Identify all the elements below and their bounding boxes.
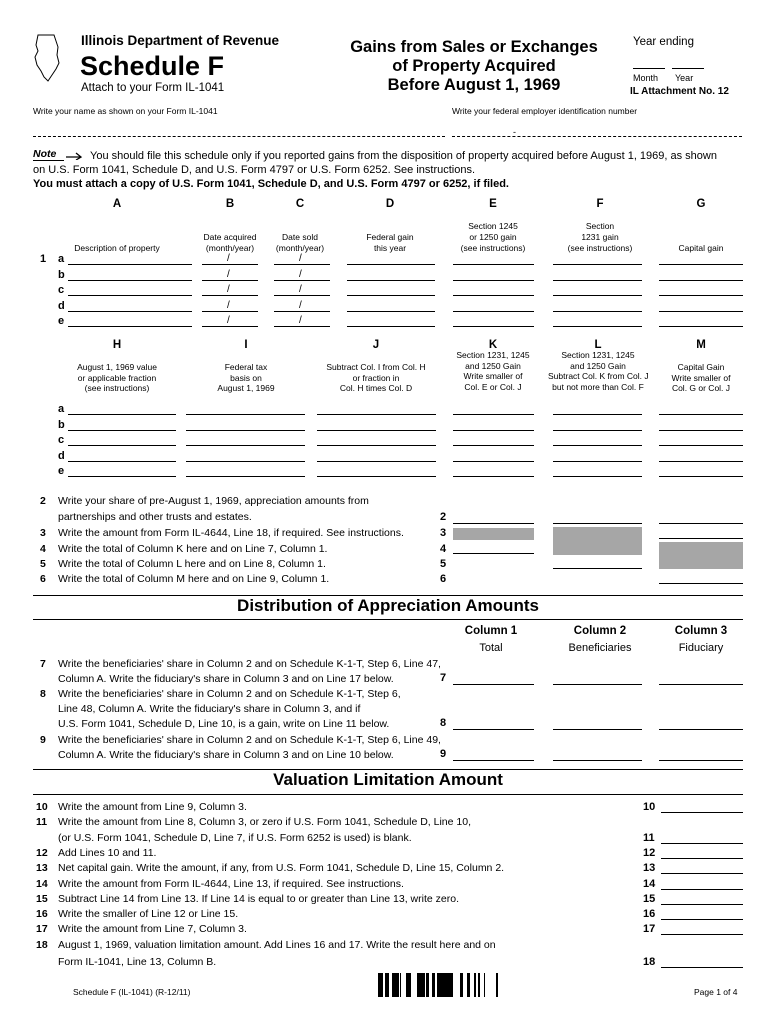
line-18-text-2: Form IL-1041, Line 13, Column B. <box>58 956 217 968</box>
attachment-number: IL Attachment No. 12 <box>630 86 729 97</box>
barcode-bar <box>460 973 463 997</box>
column-2-header: Column 2 <box>573 625 627 637</box>
col-desc-j: Subtract Col. I from Col. H or fraction in Col. H times Col. D <box>326 362 426 393</box>
row-e-col-h-field[interactable] <box>68 476 176 477</box>
valuation-rule-bottom <box>33 794 743 795</box>
row-b-col-j-field[interactable] <box>317 430 436 431</box>
row-label-c: c <box>58 284 65 296</box>
line-14-text: Write the amount from Form IL-4644, Line 13, if required. See instructions. <box>58 878 404 890</box>
line-4-5-col-m-shaded <box>659 542 743 569</box>
line-10-amount-field[interactable] <box>661 812 743 813</box>
col-desc-g: Capital gain <box>678 243 724 253</box>
row-b-col-h-field[interactable] <box>68 430 176 431</box>
barcode-bar <box>442 973 445 997</box>
col-letter-i: I <box>244 339 248 351</box>
row-label-d: d <box>58 299 65 312</box>
name-field[interactable] <box>33 136 445 137</box>
line-4-number: 4 <box>40 543 46 555</box>
line-9-col-1-field[interactable] <box>453 760 534 761</box>
barcode-bar <box>400 973 401 997</box>
line-3-text: Write the amount from Form IL-4644, Line 18, if required. See instructions. <box>58 527 404 539</box>
line-9-number: 9 <box>40 734 46 746</box>
row-d-col-k-field[interactable] <box>453 461 534 462</box>
line-2-ref: 2 <box>440 511 447 523</box>
row-e-col-f-field[interactable] <box>553 326 642 327</box>
date-slash: / <box>299 284 302 295</box>
line-6-number: 6 <box>40 573 46 585</box>
col-letter-m: M <box>696 339 706 351</box>
row-c-col-l-field[interactable] <box>553 445 642 446</box>
line-8-text-1: Write the beneficiaries' share in Column 2 and on Schedule K-1-T, Step 6, <box>58 688 401 700</box>
note-line-2: on U.S. Form 1041, Schedule D, and U.S. Form 4797 or U.S. Form 6252. See instructions. <box>33 164 476 176</box>
row-d-col-m-field[interactable] <box>659 461 743 462</box>
distribution-title: Distribution of Appreciation Amounts <box>237 596 539 615</box>
line-8-col-3-field[interactable] <box>659 729 743 730</box>
col-desc-f: Section 1231 gain (see instructions) <box>567 221 633 253</box>
col-desc-e: Section 1245 or 1250 gain (see instructions) <box>460 221 526 253</box>
row-d-col-e-field[interactable] <box>453 311 534 312</box>
line-9-text-1: Write the beneficiaries' share in Column 2 and on Schedule K-1-T, Step 6, Line 49, <box>58 734 441 746</box>
note-arrow-icon <box>66 146 86 160</box>
line-3-field-1[interactable] <box>659 538 743 539</box>
valuation-title: Valuation Limitation Amount <box>273 770 503 789</box>
row-a-col-e-field[interactable] <box>453 264 534 265</box>
line-8-text-2: Line 48, Column A. Write the fiduciary's share in Column 3, and if <box>58 703 361 715</box>
line-7-col-2-field[interactable] <box>553 684 642 685</box>
row-label-b: b <box>58 418 65 431</box>
line-9-text-2: Column A. Write the fiduciary's share in Column 3 and on Line 10 below. <box>58 749 394 761</box>
row-label-e: e <box>58 315 65 327</box>
row-e-col-m-field[interactable] <box>659 476 743 477</box>
fein-dash: - <box>513 127 516 137</box>
line-7-col-3-field[interactable] <box>659 684 743 685</box>
barcode-bar <box>449 973 451 997</box>
note-line-3: You must attach a copy of U.S. Form 1041, Schedule D, and U.S. Form 4797 or 6252, if filed. <box>33 178 509 190</box>
date-slash: / <box>299 253 302 264</box>
row-c-col-m-field[interactable] <box>659 445 743 446</box>
date-slash: / <box>227 315 230 326</box>
column-3-header: Column 3 <box>674 625 728 637</box>
row-b-col-e-field[interactable] <box>453 280 534 281</box>
month-field[interactable] <box>633 68 665 69</box>
line-6-ref: 6 <box>440 573 447 585</box>
row-a-col-k-field[interactable] <box>453 414 534 415</box>
line-18-amount-field[interactable] <box>661 967 743 968</box>
note-tag: Note <box>33 148 64 161</box>
row-d-col-d-field[interactable] <box>347 311 435 312</box>
line-12-text: Add Lines 10 and 11. <box>58 847 157 859</box>
year-label: Year <box>675 73 694 83</box>
line-8-ref: 8 <box>440 717 447 729</box>
barcode-bar <box>378 973 380 997</box>
barcode-bar <box>474 973 476 997</box>
row-d-col-i-field[interactable] <box>186 461 305 462</box>
col-letter-d: D <box>385 198 395 210</box>
line-10-number: 10 <box>36 801 48 813</box>
year-field[interactable] <box>672 68 704 69</box>
col-letter-f: F <box>596 198 604 210</box>
row-d-description-field[interactable] <box>68 311 192 312</box>
row-c-col-g-field[interactable] <box>659 295 743 296</box>
barcode-bar <box>417 973 419 997</box>
note-line-1: You should file this schedule only if you reported gains from the disposition of property acquired before August 1, 1969, as shown <box>90 150 717 162</box>
line-12-ref: 12 <box>643 847 656 859</box>
row-a-col-l-field[interactable] <box>553 414 642 415</box>
col-letter-b: B <box>225 198 235 210</box>
row-a-date-sold-field[interactable] <box>274 264 330 265</box>
barcode-bar <box>408 973 409 997</box>
row-b-col-l-field[interactable] <box>553 430 642 431</box>
line-2-field-2[interactable] <box>553 523 642 524</box>
barcode-bar <box>445 973 446 997</box>
barcode-bar <box>451 973 453 997</box>
row-label-e: e <box>58 465 65 477</box>
row-a-col-f-field[interactable] <box>553 264 642 265</box>
barcode-bar <box>406 973 408 997</box>
line-5-ref: 5 <box>440 558 447 570</box>
line-13-amount-field[interactable] <box>661 873 743 874</box>
illinois-map-icon <box>32 33 62 83</box>
line-11-ref: 11 <box>643 832 655 844</box>
barcode-bar <box>432 973 435 997</box>
col-letter-k: K <box>488 339 498 351</box>
row-b-col-d-field[interactable] <box>347 280 435 281</box>
date-slash: / <box>227 253 230 264</box>
row-a-col-m-field[interactable] <box>659 414 743 415</box>
line-4-text: Write the total of Column K here and on Line 7, Column 1. <box>58 543 328 555</box>
line-17-text: Write the amount from Line 7, Column 3. <box>58 923 247 935</box>
line-2-number: 2 <box>40 495 46 507</box>
line-8-col-1-field[interactable] <box>453 729 534 730</box>
barcode-bar <box>409 973 411 997</box>
line-17-ref: 17 <box>643 923 656 935</box>
col-letter-a: A <box>112 198 122 210</box>
title-line-3: Before August 1, 1969 <box>387 76 561 94</box>
line-17-amount-field[interactable] <box>661 934 743 935</box>
line-6-text: Write the total of Column M here and on Line 9, Column 1. <box>58 573 330 585</box>
row-label-b: b <box>58 268 65 281</box>
form-title: Schedule F <box>80 51 225 81</box>
line-16-text: Write the smaller of Line 12 or Line 15. <box>58 908 239 920</box>
line-11-text-2: (or U.S. Form 1041, Schedule D, Line 7, if U.S. Form 6252 is used) is blank. <box>58 832 412 844</box>
barcode-bar <box>446 973 449 997</box>
line-12-amount-field[interactable] <box>661 858 743 859</box>
row-c-col-h-field[interactable] <box>68 445 176 446</box>
row-c-col-k-field[interactable] <box>453 445 534 446</box>
row-d-col-j-field[interactable] <box>317 461 436 462</box>
row-d-col-h-field[interactable] <box>68 461 176 462</box>
line-9-ref: 9 <box>440 748 447 760</box>
col-letter-h: H <box>112 339 122 351</box>
column-1-header: Column 1 <box>464 625 518 637</box>
col-letter-e: E <box>489 198 497 210</box>
department-name: Illinois Department of Revenue <box>81 33 280 48</box>
col-desc-l: Section 1231, 1245 and 1250 Gain Subtract Col. K from Col. J but not more than Col. F <box>548 350 649 392</box>
title-line-1: Gains from Sales or Exchanges <box>350 38 598 56</box>
row-d-col-g-field[interactable] <box>659 311 743 312</box>
line-3-4-col-l-shaded <box>553 527 642 555</box>
row-c-description-field[interactable] <box>68 295 192 296</box>
row-e-col-e-field[interactable] <box>453 326 534 327</box>
row-c-col-d-field[interactable] <box>347 295 435 296</box>
row-e-col-i-field[interactable] <box>186 476 305 477</box>
line-13-text: Net capital gain. Write the amount, if any, from U.S. Form 1041, Schedule D, Line 15, Column 2. <box>58 862 505 874</box>
row-c-col-j-field[interactable] <box>317 445 436 446</box>
line-12-number: 12 <box>36 847 48 859</box>
line-13-number: 13 <box>36 862 48 874</box>
row-a-col-j-field[interactable] <box>317 414 436 415</box>
line-14-number: 14 <box>36 878 48 890</box>
row-b-col-i-field[interactable] <box>186 430 305 431</box>
barcode-bar <box>394 973 397 997</box>
row-a-col-i-field[interactable] <box>186 414 305 415</box>
row-b-col-k-field[interactable] <box>453 430 534 431</box>
row-d-col-l-field[interactable] <box>553 461 642 462</box>
line-18-number: 18 <box>36 939 48 951</box>
line-16-ref: 16 <box>643 908 656 920</box>
col-desc-k: Section 1231, 1245 and 1250 Gain Write smaller of Col. E or Col. J <box>456 350 530 392</box>
barcode-bar <box>388 973 389 997</box>
line-10-ref: 10 <box>643 801 656 813</box>
line-18-text: August 1, 1969, valuation limitation amount. Add Lines 16 and 17. Write the result here and on <box>58 939 496 951</box>
line-17-number: 17 <box>36 923 48 935</box>
line-8-number: 8 <box>40 688 46 700</box>
barcode-bar <box>467 973 470 997</box>
barcode-bar <box>392 973 394 997</box>
line-11-text: Write the amount from Line 8, Column 3, or zero if U.S. Form 1041, Schedule D, Line 10, <box>58 816 472 828</box>
row-label-a: a <box>58 253 65 265</box>
barcode-bar <box>439 973 442 997</box>
line-9-col-2-field[interactable] <box>553 760 642 761</box>
line-11-number: 11 <box>36 816 48 828</box>
row-a-col-g-field[interactable] <box>659 264 743 265</box>
col-letter-g: G <box>696 198 706 210</box>
line-8-col-2-field[interactable] <box>553 729 642 730</box>
row-e-col-j-field[interactable] <box>317 476 436 477</box>
col-desc-a: Description of property <box>74 243 160 253</box>
line-15-amount-field[interactable] <box>661 904 743 905</box>
attach-note: Attach to your Form IL-1041 <box>81 82 225 94</box>
form-id: Schedule F (IL-1041) (R-12/11) <box>73 987 191 997</box>
col-desc-h: August 1, 1969 value or applicable fraction (see instructions) <box>77 362 157 393</box>
barcode-bar <box>496 973 498 997</box>
barcode-bar <box>385 973 388 997</box>
line-1-number: 1 <box>40 253 47 265</box>
line-3-col-k-shaded <box>453 528 534 540</box>
date-slash: / <box>227 268 230 280</box>
line-5-number: 5 <box>40 558 46 570</box>
date-slash: / <box>227 284 230 295</box>
barcode-bar <box>422 973 425 997</box>
col-desc-d: Federal gain this year <box>366 232 414 253</box>
row-label-c: c <box>58 434 65 446</box>
line-15-ref: 15 <box>643 893 656 905</box>
line-2-field-1[interactable] <box>453 523 534 524</box>
line-2-field-3[interactable] <box>659 523 743 524</box>
barcode-bar <box>380 973 382 997</box>
date-slash: / <box>299 315 302 326</box>
barcode-bar <box>479 973 480 997</box>
barcode-bar <box>397 973 399 997</box>
col-letter-l: L <box>594 339 602 351</box>
line-9-col-3-field[interactable] <box>659 760 743 761</box>
line-16-number: 16 <box>36 908 48 920</box>
row-c-date-sold-field[interactable] <box>274 295 330 296</box>
row-a-col-h-field[interactable] <box>68 414 176 415</box>
line-7-col-1-field[interactable] <box>453 684 534 685</box>
row-e-col-g-field[interactable] <box>659 326 743 327</box>
row-b-col-f-field[interactable] <box>553 280 642 281</box>
row-a-col-d-field[interactable] <box>347 264 435 265</box>
line-11-amount-field[interactable] <box>661 843 743 844</box>
line-7-ref: 7 <box>440 672 447 684</box>
row-e-date-acquired-field[interactable] <box>202 326 258 327</box>
distribution-rule-bottom <box>33 619 743 620</box>
barcode-bar <box>426 973 429 997</box>
date-slash: / <box>227 299 230 311</box>
month-label: Month <box>633 73 659 83</box>
col-letter-c: C <box>295 198 305 210</box>
row-c-col-i-field[interactable] <box>186 445 305 446</box>
row-e-col-l-field[interactable] <box>553 476 642 477</box>
page-number: Page 1 of 4 <box>694 987 738 997</box>
date-slash: / <box>299 268 302 280</box>
barcode-bar <box>484 973 485 997</box>
line-7-number: 7 <box>40 658 46 670</box>
col-desc-c: Date sold (month/year) <box>275 232 325 253</box>
row-e-col-d-field[interactable] <box>347 326 435 327</box>
line-18-ref: 18 <box>643 956 656 968</box>
line-3-ref: 3 <box>440 527 447 539</box>
year-ending-label: Year ending <box>633 36 694 48</box>
col-letter-j: J <box>372 339 380 351</box>
row-c-date-acquired-field[interactable] <box>202 295 258 296</box>
line-16-amount-field[interactable] <box>661 919 743 920</box>
col-desc-b: Date acquired (month/year) <box>203 232 257 253</box>
line-15-number: 15 <box>36 893 48 905</box>
line-8-text-3: U.S. Form 1041, Schedule D, Line 10, is a gain, write on Line 11 below. <box>58 718 390 730</box>
barcode-bar <box>437 973 439 997</box>
row-c-col-e-field[interactable] <box>453 295 534 296</box>
row-b-date-acquired-field[interactable] <box>202 280 258 281</box>
row-c-col-f-field[interactable] <box>553 295 642 296</box>
row-label-a: a <box>58 403 65 415</box>
line-5-text: Write the total of Column L here and on Line 8, Column 1. <box>58 558 326 570</box>
row-b-date-sold-field[interactable] <box>274 280 330 281</box>
line-6-field-1[interactable] <box>659 583 743 584</box>
barcode-bar <box>478 973 479 997</box>
line-15-text: Subtract Line 14 from Line 13. If Line 14 is equal to or greater than Line 13, write zero. <box>58 893 459 905</box>
fein-field[interactable] <box>452 136 742 137</box>
row-a-description-field[interactable] <box>68 264 192 265</box>
line-10-text: Write the amount from Line 9, Column 3. <box>58 801 247 813</box>
row-d-col-f-field[interactable] <box>553 311 642 312</box>
line-14-amount-field[interactable] <box>661 889 743 890</box>
line-14-ref: 14 <box>643 878 656 890</box>
row-e-description-field[interactable] <box>68 326 192 327</box>
row-label-d: d <box>58 449 65 462</box>
barcode-bar <box>382 973 383 997</box>
column-2-sub: Beneficiaries <box>568 642 632 654</box>
row-e-col-k-field[interactable] <box>453 476 534 477</box>
date-slash: / <box>299 299 302 311</box>
line-4-ref: 4 <box>440 543 447 555</box>
row-b-col-g-field[interactable] <box>659 280 743 281</box>
row-e-date-sold-field[interactable] <box>274 326 330 327</box>
line-3-number: 3 <box>40 527 46 539</box>
line-7-text-1: Write the beneficiaries' share in Column 2 and on Schedule K-1-T, Step 6, Line 47, <box>58 658 441 670</box>
row-d-date-sold-field[interactable] <box>274 311 330 312</box>
row-b-description-field[interactable] <box>68 280 192 281</box>
line-7-text-2: Column A. Write the fiduciary's share in Column 3 and on Line 17 below. <box>58 673 394 685</box>
row-a-date-acquired-field[interactable] <box>202 264 258 265</box>
row-d-date-acquired-field[interactable] <box>202 311 258 312</box>
line-13-ref: 13 <box>643 862 656 874</box>
column-3-sub: Fiduciary <box>678 642 724 654</box>
col-desc-i: Federal tax basis on August 1, 1969 <box>217 362 275 393</box>
col-desc-m: Capital Gain Write smaller of Col. G or Col. J <box>671 362 731 393</box>
column-1-sub: Total <box>479 642 503 654</box>
barcode-bar <box>419 973 422 997</box>
barcode <box>378 973 500 997</box>
line-4-field-1[interactable] <box>453 553 534 554</box>
title-line-2: of Property Acquired <box>392 57 556 75</box>
line-2-text: Write your share of pre-August 1, 1969, appreciation amounts from <box>58 495 369 507</box>
line-5-field-1[interactable] <box>553 568 642 569</box>
name-label: Write your name as shown on your Form IL-1041 <box>33 106 218 116</box>
line-2-text-2: partnerships and other trusts and estates. <box>58 511 252 523</box>
row-b-col-m-field[interactable] <box>659 430 743 431</box>
fein-label: Write your federal employer identification number <box>452 106 638 116</box>
